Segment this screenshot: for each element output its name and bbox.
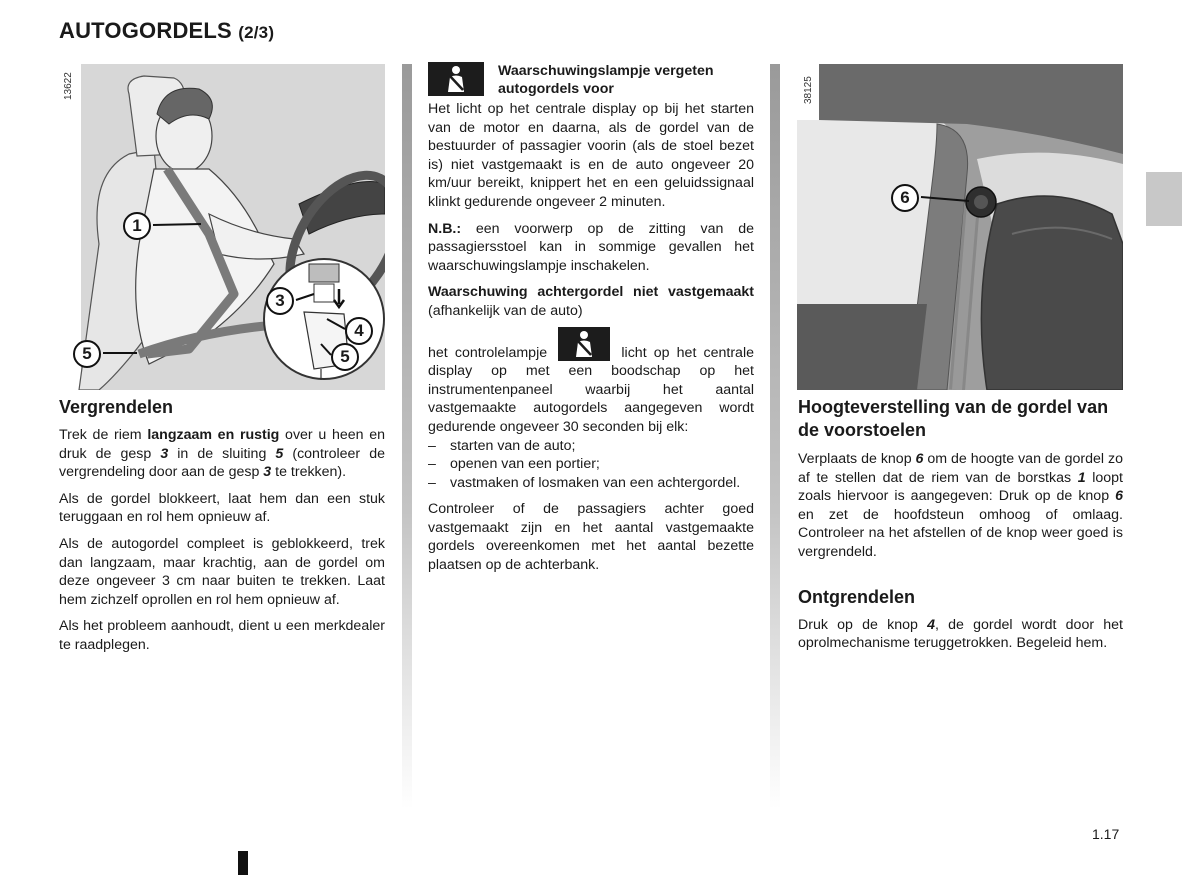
title-page-indicator: (2/3) bbox=[238, 23, 275, 42]
column-2 bbox=[428, 62, 754, 583]
column-divider-2 bbox=[770, 64, 780, 809]
callout-6: 6 bbox=[891, 184, 919, 212]
column-1 bbox=[59, 396, 385, 663]
paragraph-rear-warning-description: het controlelampje licht op het centrale display op met een boodschap op het instrumentenpaneel waarbij het aantal vastgemaakte autogordels aangegeven wordt gedurende ongeveer 30 seconden bij elk: bbox=[428, 327, 754, 437]
callout-4: 4 bbox=[345, 317, 373, 345]
callout-3: 3 bbox=[266, 287, 294, 315]
section-heading-ontgrendelen: Ontgrendelen bbox=[798, 586, 916, 607]
page-number: 1.17 bbox=[1092, 826, 1120, 842]
warning-front-header bbox=[428, 62, 754, 100]
list-item: – openen van een portier; bbox=[428, 455, 754, 474]
paragraph-lock-instructions: Trek de riem langzaam en rustig over u heen en druk de gesp 3 in de sluiting 5 (controleer de vergrendeling door aan de gesp 3 te trekken). bbox=[59, 427, 385, 481]
section-heading-height-adjustment: Hoogteverstelling van de gordel van de voorstoelen bbox=[798, 397, 1109, 440]
callout-5-belt: 5 bbox=[73, 340, 101, 368]
list-item: – starten van de auto; bbox=[428, 437, 754, 456]
paragraph-belt-blocks: Als de gordel blokkeert, laat hem dan een stuk teruggaan en rol hem opnieuw af. bbox=[59, 490, 385, 526]
chapter-thumb-tab bbox=[1146, 172, 1182, 226]
column-3 bbox=[798, 396, 1123, 661]
seatbelt-warning-icon bbox=[428, 62, 484, 96]
paragraph-consult-dealer: Als het probleem aanhoudt, dient u een merkdealer te raadplegen. bbox=[59, 618, 385, 653]
figure-reference-number: 38125 bbox=[803, 76, 814, 104]
paragraph-check-rear-passengers: Controleer of de passagiers achter goed vastgemaakt zijn en het aantal vastgemaakte gordels overeenkomen met het aantal bezette plaatsen op de achterbank. bbox=[428, 501, 754, 574]
page-title bbox=[59, 18, 274, 44]
paragraph-height-adjustment: Verplaats de knop 6 om de hoogte van de gordel zo af te stellen dat de riem van de borstkas 1 loopt zoals hiervoor is aangegeven: Druk op de knop 6 en zet de hoofdsteun omhoog of omlaag. Controleer na het afstellen of de knop weer goed is vergrendeld. bbox=[798, 451, 1123, 560]
warning-rear-title: Waarschuwing achtergordel niet vastgemaakt (afhankelijk van de auto) bbox=[428, 284, 754, 319]
list-item: – vastmaken of losmaken van een achtergordel. bbox=[428, 474, 754, 493]
callout-5-buckle: 5 bbox=[331, 343, 359, 371]
paragraph-nb-note: N.B.: een voorwerp op de zitting van de passagiersstoel kan in sommige gevallen het waarschuwingslampje inschakelen. bbox=[428, 220, 754, 274]
paragraph-front-warning-description: Het licht op het centrale display op bij het starten van de motor en daarna, als de gordel van de bestuurder of passagier voorin (als de stoel bezet is) niet vastgemaakt is en de auto ongeveer 20 km/uur bereikt, knippert het en een geluidssignaal klinkt gedurende ongeveer 2 minuten. bbox=[428, 101, 754, 210]
section-heading-vergrendelen: Vergrendelen bbox=[59, 397, 174, 417]
figure-driver-seatbelt bbox=[59, 64, 385, 390]
paragraph-belt-fully-blocked: Als de autogordel compleet is geblokkeerd, trek dan langzaam, maar krachtig, aan de gordel om deze ongeveer 3 cm naar buiten te trekken. Laat hem zichzelf oprollen en rol hem opnieuw af. bbox=[59, 535, 385, 608]
figure-reference-number: 13622 bbox=[63, 72, 74, 100]
title-text: AUTOGORDELS bbox=[59, 18, 232, 43]
print-crop-mark bbox=[238, 851, 248, 875]
figure-belt-height-adjuster bbox=[797, 64, 1123, 390]
warning-front-title: Waarschuwingslampje vergeten autogordels voor bbox=[498, 63, 714, 97]
callout-leader-line bbox=[797, 64, 1123, 390]
rear-seatbelt-warning-icon bbox=[558, 327, 610, 361]
rear-warning-trigger-list bbox=[428, 437, 754, 493]
callout-leader-lines bbox=[59, 64, 385, 390]
column-divider-1 bbox=[402, 64, 412, 809]
callout-1: 1 bbox=[123, 212, 151, 240]
paragraph-unlock-instructions: Druk op de knop 4, de gordel wordt door het oprolmechanisme teruggetrokken. Begeleid hem. bbox=[798, 616, 1123, 652]
